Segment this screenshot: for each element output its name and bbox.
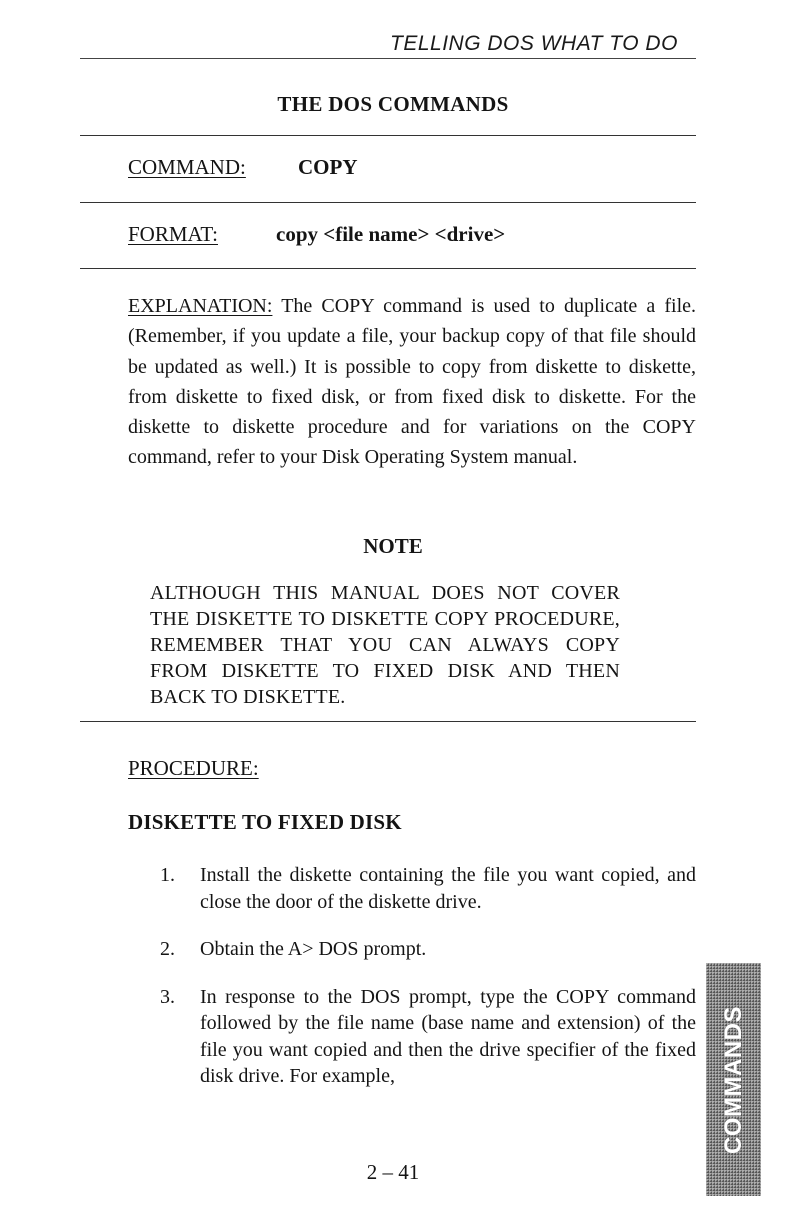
- step-item: [160, 936, 696, 963]
- step-text: Install the diskette containing the file you want copied, and close the door of the diskette drive.: [200, 864, 696, 913]
- step-text: Obtain the A> DOS prompt.: [200, 938, 427, 960]
- side-tab-label: COMMANDS: [719, 1005, 747, 1154]
- command-label: COMMAND:: [128, 155, 246, 179]
- explanation-text: The COPY command is used to duplicate a file. (Remember, if you update a file, your backup copy of that file should be updated as well.) It is possible to copy from diskette to diskette, from diskette to fixed disk, or from fixed disk to diskette. For the diskette to diskette procedure and for variations on the COPY command, refer to your Disk Operating System manual.: [128, 295, 697, 469]
- divider-command: [80, 202, 696, 203]
- procedure-subheading: DISKETTE TO FIXED DISK: [128, 810, 402, 834]
- procedure-steps: [160, 862, 696, 1090]
- explanation-paragraph: [128, 291, 696, 473]
- divider-top: [80, 135, 696, 136]
- note-text: ALTHOUGH THIS MANUAL DOES NOT COVER THE DISKETTE TO DISKETTE COPY PROCEDURE, REMEMBER THAT YOU CAN ALWAYS COPY FROM DISKETTE TO FIXED DISK AND THEN BACK TO DISKETTE.: [150, 582, 620, 708]
- side-tab-commands: [706, 963, 761, 1196]
- procedure-label: PROCEDURE:: [128, 756, 259, 780]
- step-number: 2.: [160, 938, 175, 960]
- step-item: [160, 984, 696, 1090]
- format-label: FORMAT:: [128, 222, 218, 246]
- note-heading: NOTE: [363, 534, 423, 558]
- step-item: [160, 862, 696, 915]
- running-header: TELLING DOS WHAT TO DO: [390, 32, 678, 55]
- divider-note: [80, 721, 696, 722]
- command-value: COPY: [298, 155, 358, 179]
- header-rule: [80, 58, 696, 59]
- step-number: 1.: [160, 864, 175, 886]
- divider-format: [80, 268, 696, 269]
- section-title: THE DOS COMMANDS: [277, 92, 509, 116]
- format-value: copy <file name> <drive>: [276, 222, 506, 246]
- step-text: In response to the DOS prompt, type the COPY command followed by the file name (base name and extension) of the file you want copied and then the drive specifier of the fixed disk drive. For example,: [200, 985, 696, 1087]
- page-number: 2 – 41: [366, 1160, 420, 1184]
- explanation-label: EXPLANATION:: [128, 295, 273, 317]
- step-number: 3.: [160, 985, 175, 1008]
